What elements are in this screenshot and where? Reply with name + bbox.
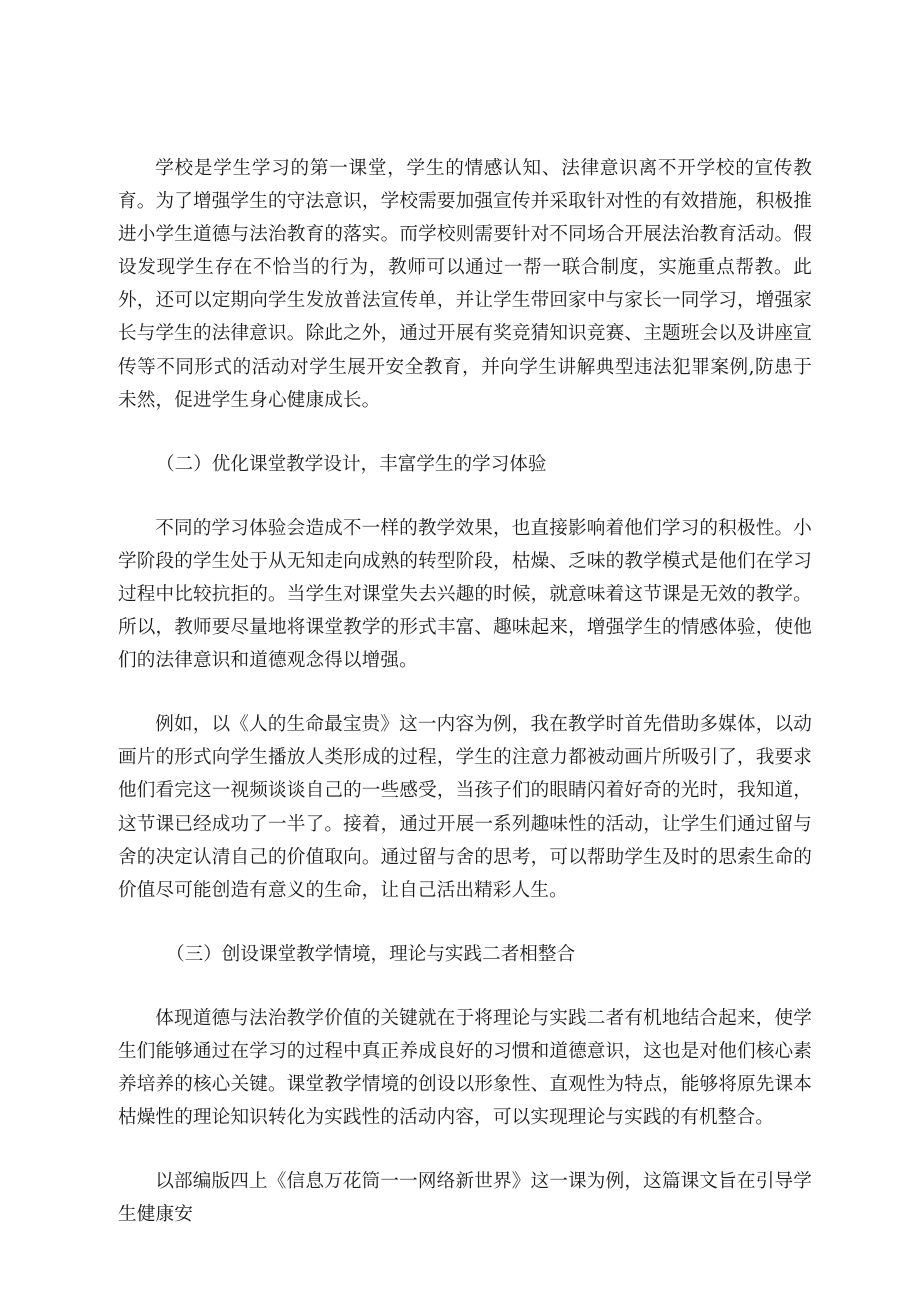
document-page [118, 152, 812, 1262]
section-heading-3: （三）创设课堂教学情境，理论与实践二者相整合 [166, 943, 576, 965]
paragraph-learning-experience: 不同的学习体验会造成不一样的教学效果，也直接影响着他们学习的积极性。小学阶段的学生处于从无知走向成熟的转型阶段，枯燥、乏味的教学模式是他们在学习过程中比较抗拒的。当学生对课堂失去兴趣的时候，就意味着这节课是无效的教学。所以，教师要尽量地将课堂教学的形式丰富、趣味起来，增强学生的情感体验，使他们的法律意识和道德观念得以增强。 [118, 517, 812, 672]
paragraph-network-lesson: 以部编版四上《信息万花筒一一网络新世界》这一课为例，这篇课文旨在引导学生健康安 [118, 1171, 812, 1226]
paragraph-life-example: 例如，以《人的生命最宝贵》这一内容为例，我在教学时首先借助多媒体，以动画片的形式向学生播放人类形成的过程，学生的注意力都被动画片所吸引了，我要求他们看完这一视频谈谈自己的一些感受，当孩子们的眼睛闪着好奇的光时，我知道，这节课已经成功了一半了。接着，通过开展一系列趣味性的活动，让学生们通过留与舍的决定认清自己的价值取向。通过留与舍的思考，可以帮助学生及时的思索生命的价值尽可能创造有意义的生命，让自己活出精彩人生。 [118, 714, 812, 901]
paragraph-theory-practice: 体现道德与法治教学价值的关键就在于将理论与实践二者有机地结合起来，使学生们能够通过在学习的过程中真正养成良好的习惯和道德意识，这也是对他们核心素养培养的核心关键。课堂教学情境的创设以形象性、直观性为特点，能够将原先课本枯燥性的理论知识转化为实践性的活动内容，可以实现理论与实践的有机整合。 [118, 1007, 812, 1129]
paragraph-school-education: 学校是学生学习的第一课堂，学生的情感认知、法律意识离不开学校的宣传教育。为了增强学生的守法意识，学校需要加强宣传并采取针对性的有效措施，积极推进小学生道德与法治教育的落实。而学校则需要针对不同场合开展法治教育活动。假设发现学生存在不恰当的行为，教师可以通过一帮一联合制度，实施重点帮教。此外，还可以定期向学生发放普法宣传单，并让学生带回家中与家长一同学习，增强家长与学生的法律意识。除此之外，通过开展有奖竞猜知识竞赛、主题班会以及讲座宣传等不同形式的活动对学生展开安全教育，并向学生讲解典型违法犯罪案例,防患于未然，促进学生身心健康成长。 [118, 158, 812, 411]
section-heading-2: （二）优化课堂教学设计，丰富学生的学习体验 [156, 453, 547, 475]
